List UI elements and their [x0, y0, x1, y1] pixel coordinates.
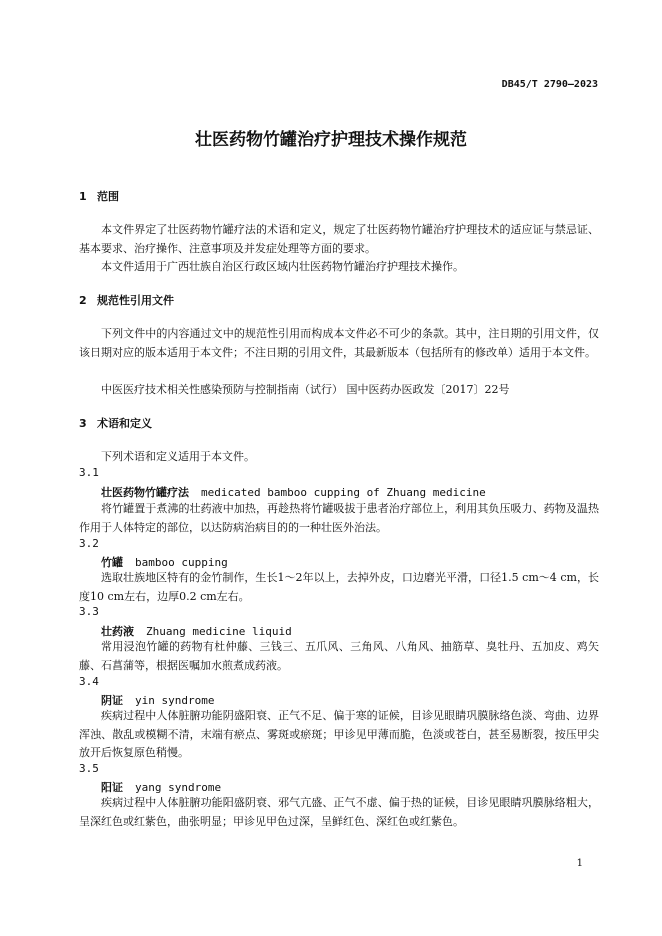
page-number: 1 — [576, 858, 583, 869]
term-en: bamboo cupping — [135, 556, 228, 569]
term-definition: 将竹罐置于煮沸的壮药液中加热，再趁热将竹罐吸拔于患者治疗部位上，利用其负压吸力、药物及温热作用于人体特定的部位，以达防病治病目的的一种壮医外治法。 — [79, 502, 599, 534]
term-en: Zhuang medicine liquid — [146, 625, 292, 638]
term-number: 3.1 — [79, 466, 99, 479]
paragraph: 中医医疗技术相关性感染预防与控制指南（试行） 国中医药办医政发〔2017〕22号 — [101, 383, 510, 396]
section-title: 规范性引用文件 — [97, 294, 174, 307]
term-number: 3.4 — [79, 675, 99, 688]
term-zh: 竹罐 — [101, 556, 123, 569]
term-en: yin syndrome — [135, 694, 215, 707]
term-definition: 疾病过程中人体脏腑功能阴盛阳衰、正气不足、偏于寒的证候，目诊见眼睛巩膜脉络色淡、弯曲、边界浑浊、散乱或模糊不清，末端有瘀点、雾斑或瘀斑；甲诊见甲薄而脆，色淡或苍白，甚至易断裂，按压甲尖放开后恢复原色稍慢。 — [79, 709, 599, 759]
term-en: medicated bamboo cupping of Zhuang medicine — [201, 486, 486, 499]
term-definition: 选取壮族地区特有的金竹制作，生长1～2年以上，去掉外皮，口边磨光平滑，口径1.5 cm～4 cm，长度10 cm左右，边厚0.2 cm左右。 — [79, 571, 599, 603]
section-title: 术语和定义 — [97, 417, 152, 430]
term-zh: 壮药液 — [101, 625, 134, 638]
section-heading-3 — [79, 415, 152, 431]
term-zh: 壮医药物竹罐疗法 — [101, 486, 189, 499]
doc-number: DB45/T 2790—2023 — [501, 79, 598, 90]
term-definition: 疾病过程中人体脏腑功能阳盛阴衰、邪气亢盛、正气不虚、偏于热的证候，目诊见眼睛巩膜脉络粗大，呈深红色或红紫色，曲张明显；甲诊见甲色过深，呈鲜红色、深红色或红紫色。 — [79, 796, 599, 828]
section-number: 1 — [79, 190, 87, 203]
section-number: 2 — [79, 294, 87, 307]
paragraph: 本文件界定了壮医药物竹罐疗法的术语和定义，规定了壮医药物竹罐治疗护理技术的适应证与禁忌证、基本要求、治疗操作、注意事项及并发症处理等方面的要求。 — [79, 223, 599, 255]
paragraph: 下列文件中的内容通过文中的规范性引用而构成本文件必不可少的条款。其中，注日期的引用文件，仅该日期对应的版本适用于本文件；不注日期的引用文件，其最新版本（包括所有的修改单）适用于本文件。 — [79, 327, 599, 359]
term-number: 3.3 — [79, 605, 99, 618]
term-definition: 常用浸泡竹罐的药物有杜仲藤、三钱三、五爪风、三角风、八角风、抽筋草、臭牡丹、五加皮、鸡矢藤、石菖蒲等，根据医嘱加水煎煮成药液。 — [79, 640, 599, 672]
term-title — [101, 623, 292, 639]
section-title: 范围 — [97, 190, 119, 203]
section-heading-1 — [79, 188, 119, 204]
paragraph: 下列术语和定义适用于本文件。 — [101, 450, 255, 463]
page-title: 壮医药物竹罐治疗护理技术操作规范 — [195, 130, 467, 150]
term-number: 3.2 — [79, 537, 99, 550]
section-heading-2 — [79, 292, 174, 308]
paragraph: 本文件适用于广西壮族自治区行政区域内壮医药物竹罐治疗护理技术操作。 — [101, 260, 464, 273]
term-en: yang syndrome — [135, 781, 222, 794]
term-title — [101, 554, 228, 570]
term-number: 3.5 — [79, 762, 99, 775]
term-zh: 阳证 — [101, 781, 123, 794]
term-title — [101, 692, 214, 708]
term-title — [101, 779, 221, 795]
term-title — [101, 484, 486, 500]
term-zh: 阴证 — [101, 694, 123, 707]
section-number: 3 — [79, 417, 87, 430]
